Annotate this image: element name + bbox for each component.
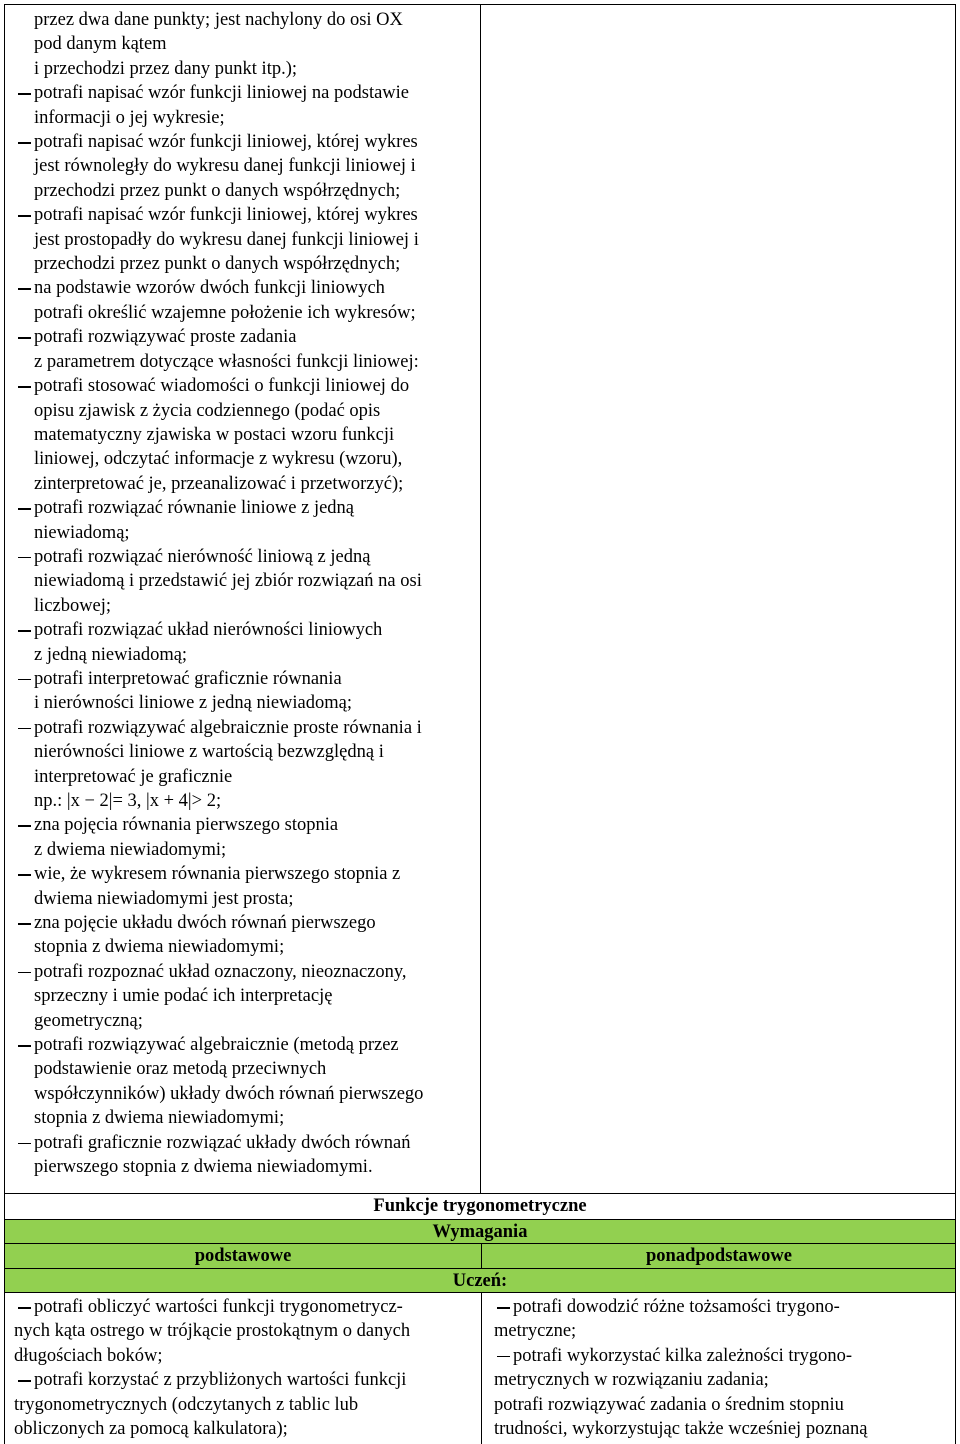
list-item-line: trudności, wykorzystując także wcześniej poznaną [494, 1419, 868, 1440]
list-item-line: potrafi interpretować graficznie równania [34, 668, 342, 689]
list-item-line: potrafi graficznie rozwiązać układy dwóch równań [34, 1132, 411, 1153]
list-item [494, 1344, 867, 1393]
list-item [5, 325, 423, 374]
requirements-list-continued [5, 8, 423, 1180]
list-item-line: z parametrem dotyczące własności funkcji liniowej: [34, 351, 419, 372]
list-item-line: zna pojęcie układu dwóch równań pierwszego [34, 913, 376, 934]
requirements-header: Wymagania [5, 1219, 955, 1243]
list-item-line: potrafi określić wzajemne położenie ich wykresów; [34, 302, 416, 323]
list-item-line: liczbowej; [34, 595, 112, 616]
list-item-line: i przechodzi przez dany punkt itp.); [34, 58, 298, 79]
list-item-line: interpretować je graficznie [34, 766, 233, 787]
list-item-line: potrafi stosować wiadomości o funkcji liniowej do [34, 376, 410, 397]
list-item-line: liniowej, odczytać informacje z wykresu (wzoru), [34, 449, 403, 470]
list-item-line: pierwszego stopnia z dwiema niewiadomymi. [34, 1157, 373, 1178]
list-item [5, 130, 423, 203]
list-item-line: potrafi rozwiązać nierówność liniową z jedną [34, 546, 371, 567]
list-item-line: zna pojęcia równania pierwszego stopnia [34, 815, 339, 836]
basic-level-header: podstawowe [194, 1246, 292, 1266]
list-item-line: stopnia z dwiema niewiadomymi; [34, 937, 285, 958]
list-item-line: potrafi rozwiązywać zadania o średnim stopniu [494, 1394, 844, 1415]
list-item-line: np.: |x − 2|= 3, |x + 4|> 2; [34, 791, 222, 811]
basic-requirements-list [14, 1295, 410, 1441]
list-item-line: zinterpretować je, przeanalizować i przetworzyć); [34, 473, 404, 494]
list-item-line: nierówności liniowe z wartością bezwzględną i [34, 742, 384, 763]
list-item [5, 960, 423, 1033]
top-left-cell [4, 4, 481, 1194]
list-item-line: potrafi korzystać z przybliżonych wartości funkcji [34, 1370, 407, 1391]
list-item-line: informacji o jej wykresie; [34, 107, 225, 128]
list-item [5, 911, 423, 960]
list-item [5, 1033, 423, 1131]
list-item-line: niewiadomą; [34, 522, 130, 543]
list-item [494, 1295, 867, 1344]
list-item [5, 716, 423, 814]
list-item-line: potrafi napisać wzór funkcji liniowej, której wykres [34, 132, 418, 153]
list-item-line: z jedną niewiadomą; [34, 644, 188, 665]
level-columns-header [5, 1243, 955, 1268]
list-item [494, 1393, 867, 1442]
list-item-line: potrafi rozwiązywać proste zadania [34, 327, 297, 348]
list-item-line: matematyczny zjawiska w postaci wzoru funkcji [34, 424, 395, 445]
basic-requirements-cell [5, 1292, 481, 1444]
list-item-line: potrafi wykorzystać kilka zależności trygono- [513, 1345, 853, 1366]
list-item-line: metrycznych w rozwiązaniu zadania; [494, 1370, 769, 1391]
list-item-line: potrafi rozwiązywać algebraicznie proste równania i [34, 717, 422, 738]
list-item [5, 545, 423, 618]
list-item-line: potrafi rozwiązać równanie liniowe z jedną [34, 498, 355, 519]
list-item-line: niewiadomą i przedstawić jej zbiór rozwiązań na osi [34, 571, 422, 592]
list-item-line: potrafi rozpoznać układ oznaczony, nieoznaczony, [34, 961, 407, 982]
student-header: Uczeń: [5, 1268, 955, 1292]
advanced-level-header: ponadpodstawowe [481, 1244, 956, 1269]
list-item [5, 374, 423, 496]
list-item [14, 1368, 410, 1441]
list-item [5, 276, 423, 325]
list-item-line: metryczne; [494, 1321, 577, 1342]
advanced-requirements-list [494, 1295, 867, 1441]
list-item-line: obliczonych za pomocą kalkulatora); [14, 1419, 288, 1440]
list-item-line: przechodzi przez punkt o danych współrzędnych; [34, 180, 401, 201]
list-item-line: z dwiema niewiadomymi; [34, 839, 227, 860]
list-item-line: opisu zjawisk z życia codziennego (podać opis [34, 400, 381, 421]
list-item [5, 8, 423, 81]
trigonometry-requirements-table [4, 1194, 956, 1444]
list-item-line: potrafi napisać wzór funkcji liniowej na podstawie [34, 83, 410, 104]
list-item-line: wie, że wykresem równania pierwszego stopnia z [34, 864, 401, 885]
list-item-line: podstawienie oraz metodą przeciwnych [34, 1059, 327, 1080]
list-item-line: jest równoległy do wykresu danej funkcji liniowej i [34, 156, 416, 177]
list-item-line: nych kąta ostrego w trójkącie prostokątnym o danych [14, 1321, 411, 1342]
list-item-line: współczynników) układy dwóch równań pierwszego [34, 1083, 424, 1104]
list-item [5, 667, 423, 716]
list-item-line: sprzeczny i umie podać ich interpretację [34, 986, 333, 1007]
list-item-line: dwiema niewiadomymi jest prosta; [34, 888, 294, 909]
list-item-line: pod danym kątem [34, 34, 167, 55]
list-item-line: potrafi rozwiązać układ nierówności liniowych [34, 620, 383, 641]
list-item [5, 81, 423, 130]
list-item [5, 618, 423, 667]
list-item-line: potrafi napisać wzór funkcji liniowej, której wykres [34, 205, 418, 226]
list-item [14, 1295, 410, 1368]
list-item-line: potrafi rozwiązywać algebraicznie (metodą przez [34, 1035, 399, 1056]
list-item-line: i nierówności liniowe z jedną niewiadomą; [34, 693, 353, 714]
list-item-line: jest prostopadły do wykresu danej funkcji liniowej i [34, 229, 419, 250]
list-item [5, 203, 423, 276]
list-item-line: potrafi dowodzić różne tożsamości trygono- [513, 1297, 840, 1317]
top-right-cell-empty [480, 4, 956, 1194]
list-item [5, 813, 423, 862]
list-item-line: potrafi obliczyć wartości funkcji trygonometrycz- [34, 1297, 403, 1317]
list-item [5, 496, 423, 545]
list-item [5, 862, 423, 911]
list-item-line: przechodzi przez punkt o danych współrzędnych; [34, 254, 401, 275]
list-item-line: trygonometrycznych (odczytanych z tablic lub [14, 1394, 359, 1415]
section-title: Funkcje trygonometryczne [373, 1196, 587, 1216]
list-item [5, 1131, 423, 1180]
list-item-line: długościach boków; [14, 1345, 163, 1366]
list-item-line: geometryczną; [34, 1010, 143, 1031]
list-item-line: stopnia z dwiema niewiadomymi; [34, 1108, 285, 1129]
list-item-line: przez dwa dane punkty; jest nachylony do osi OX [34, 10, 403, 30]
list-item-line: na podstawie wzorów dwóch funkcji liniowych [34, 278, 385, 299]
advanced-requirements-cell [481, 1292, 955, 1444]
